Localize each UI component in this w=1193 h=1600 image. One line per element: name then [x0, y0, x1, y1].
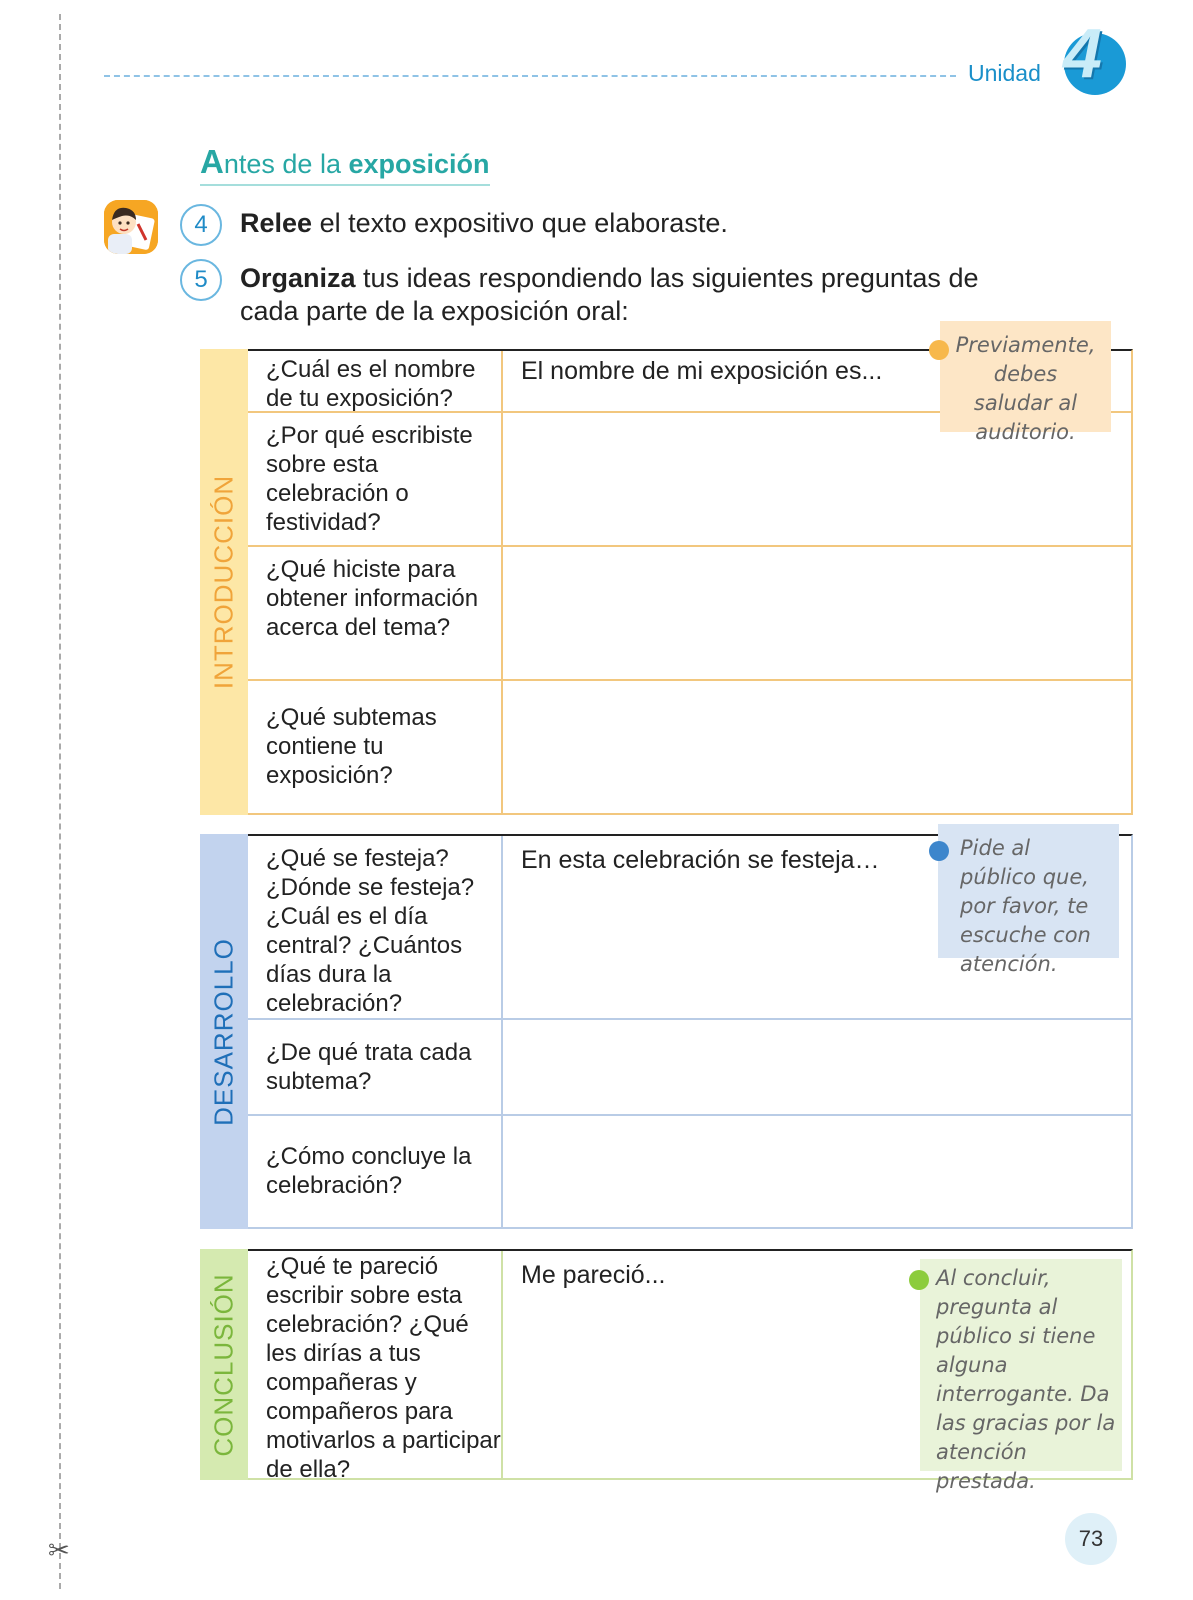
answer-field[interactable]	[503, 547, 1131, 679]
introduccion-sidebar	[200, 349, 248, 815]
section-title	[200, 143, 490, 186]
introduccion-label: INTRODUCCIÓN	[208, 474, 239, 690]
table-row	[248, 547, 1133, 681]
step-5-verb: Organiza	[240, 263, 356, 293]
conclusion-sidebar	[200, 1249, 248, 1480]
desarrollo-note: Pide al público que, por favor, te escuche con atención.	[938, 824, 1119, 958]
section-title-part3: exposición	[348, 149, 490, 179]
section-title-part1: ntes	[223, 149, 275, 179]
desarrollo-note-dot	[929, 841, 949, 861]
conclusion-note-dot	[909, 1270, 929, 1290]
cut-line	[59, 14, 61, 1589]
question-cell: ¿Qué hiciste para obtener información acerca del tema?	[248, 547, 503, 679]
question-cell: ¿De qué trata cada subtema?	[248, 1020, 503, 1114]
unit-label: Unidad	[968, 60, 1041, 86]
header-divider	[104, 75, 956, 77]
scissors-icon: ✂	[48, 1536, 70, 1566]
step-5-body: tus ideas respondiendo las siguientes preguntas de cada parte de la exposición oral:	[240, 263, 979, 326]
answer-field[interactable]	[503, 1116, 1131, 1227]
answer-field[interactable]: Me pareció...	[521, 1261, 666, 1289]
table-row	[248, 681, 1133, 815]
question-cell: ¿Cuál es el nombre de tu exposición?	[248, 351, 503, 411]
question-cell: ¿Cómo concluye la celebración?	[248, 1116, 503, 1227]
step-number-5: 5	[180, 259, 222, 301]
step-4-body: el texto expositivo que elaboraste.	[319, 208, 728, 238]
question-cell: ¿Qué subtemas contiene tu exposición?	[248, 681, 503, 813]
table-row	[248, 1020, 1133, 1116]
step-4-text	[240, 207, 1120, 240]
conclusion-label: CONCLUSIÓN	[208, 1272, 239, 1457]
step-4-verb: Relee	[240, 208, 313, 238]
answer-field[interactable]: En esta celebración se festeja…	[521, 846, 880, 874]
answer-field[interactable]	[503, 1020, 1131, 1114]
introduccion-note: Previamente, debes saludar al auditorio.	[940, 321, 1111, 432]
desarrollo-sidebar	[200, 834, 248, 1229]
question-cell: ¿Qué se festeja? ¿Dónde se festeja? ¿Cuál es el día central? ¿Cuántos días dura la celebración?	[248, 836, 503, 1018]
question-cell: ¿Por qué escribiste sobre esta celebración o festividad?	[248, 413, 503, 545]
question-cell: ¿Qué te pareció escribir sobre esta celebración? ¿Qué les dirías a tus compañeras y compañeros para motivarlos a participar de ella?	[248, 1251, 503, 1478]
step-5-text	[240, 262, 1040, 328]
table-row	[248, 1116, 1133, 1229]
answer-field[interactable]: El nombre de mi exposición es...	[521, 357, 883, 385]
step-number-4: 4	[180, 204, 222, 246]
section-title-initial: A	[200, 143, 224, 180]
page-number: 73	[1065, 1513, 1117, 1565]
conclusion-note: Al concluir, pregunta al público si tiene alguna interrogante. Da las gracias por la atención prestada.	[920, 1259, 1122, 1471]
introduccion-note-dot	[929, 340, 949, 360]
answer-field[interactable]	[503, 681, 1131, 813]
unit-number: 4	[1063, 14, 1102, 92]
student-writing-icon	[104, 200, 158, 254]
desarrollo-label: DESARROLLO	[208, 937, 239, 1126]
section-title-part2: de la	[282, 149, 341, 179]
